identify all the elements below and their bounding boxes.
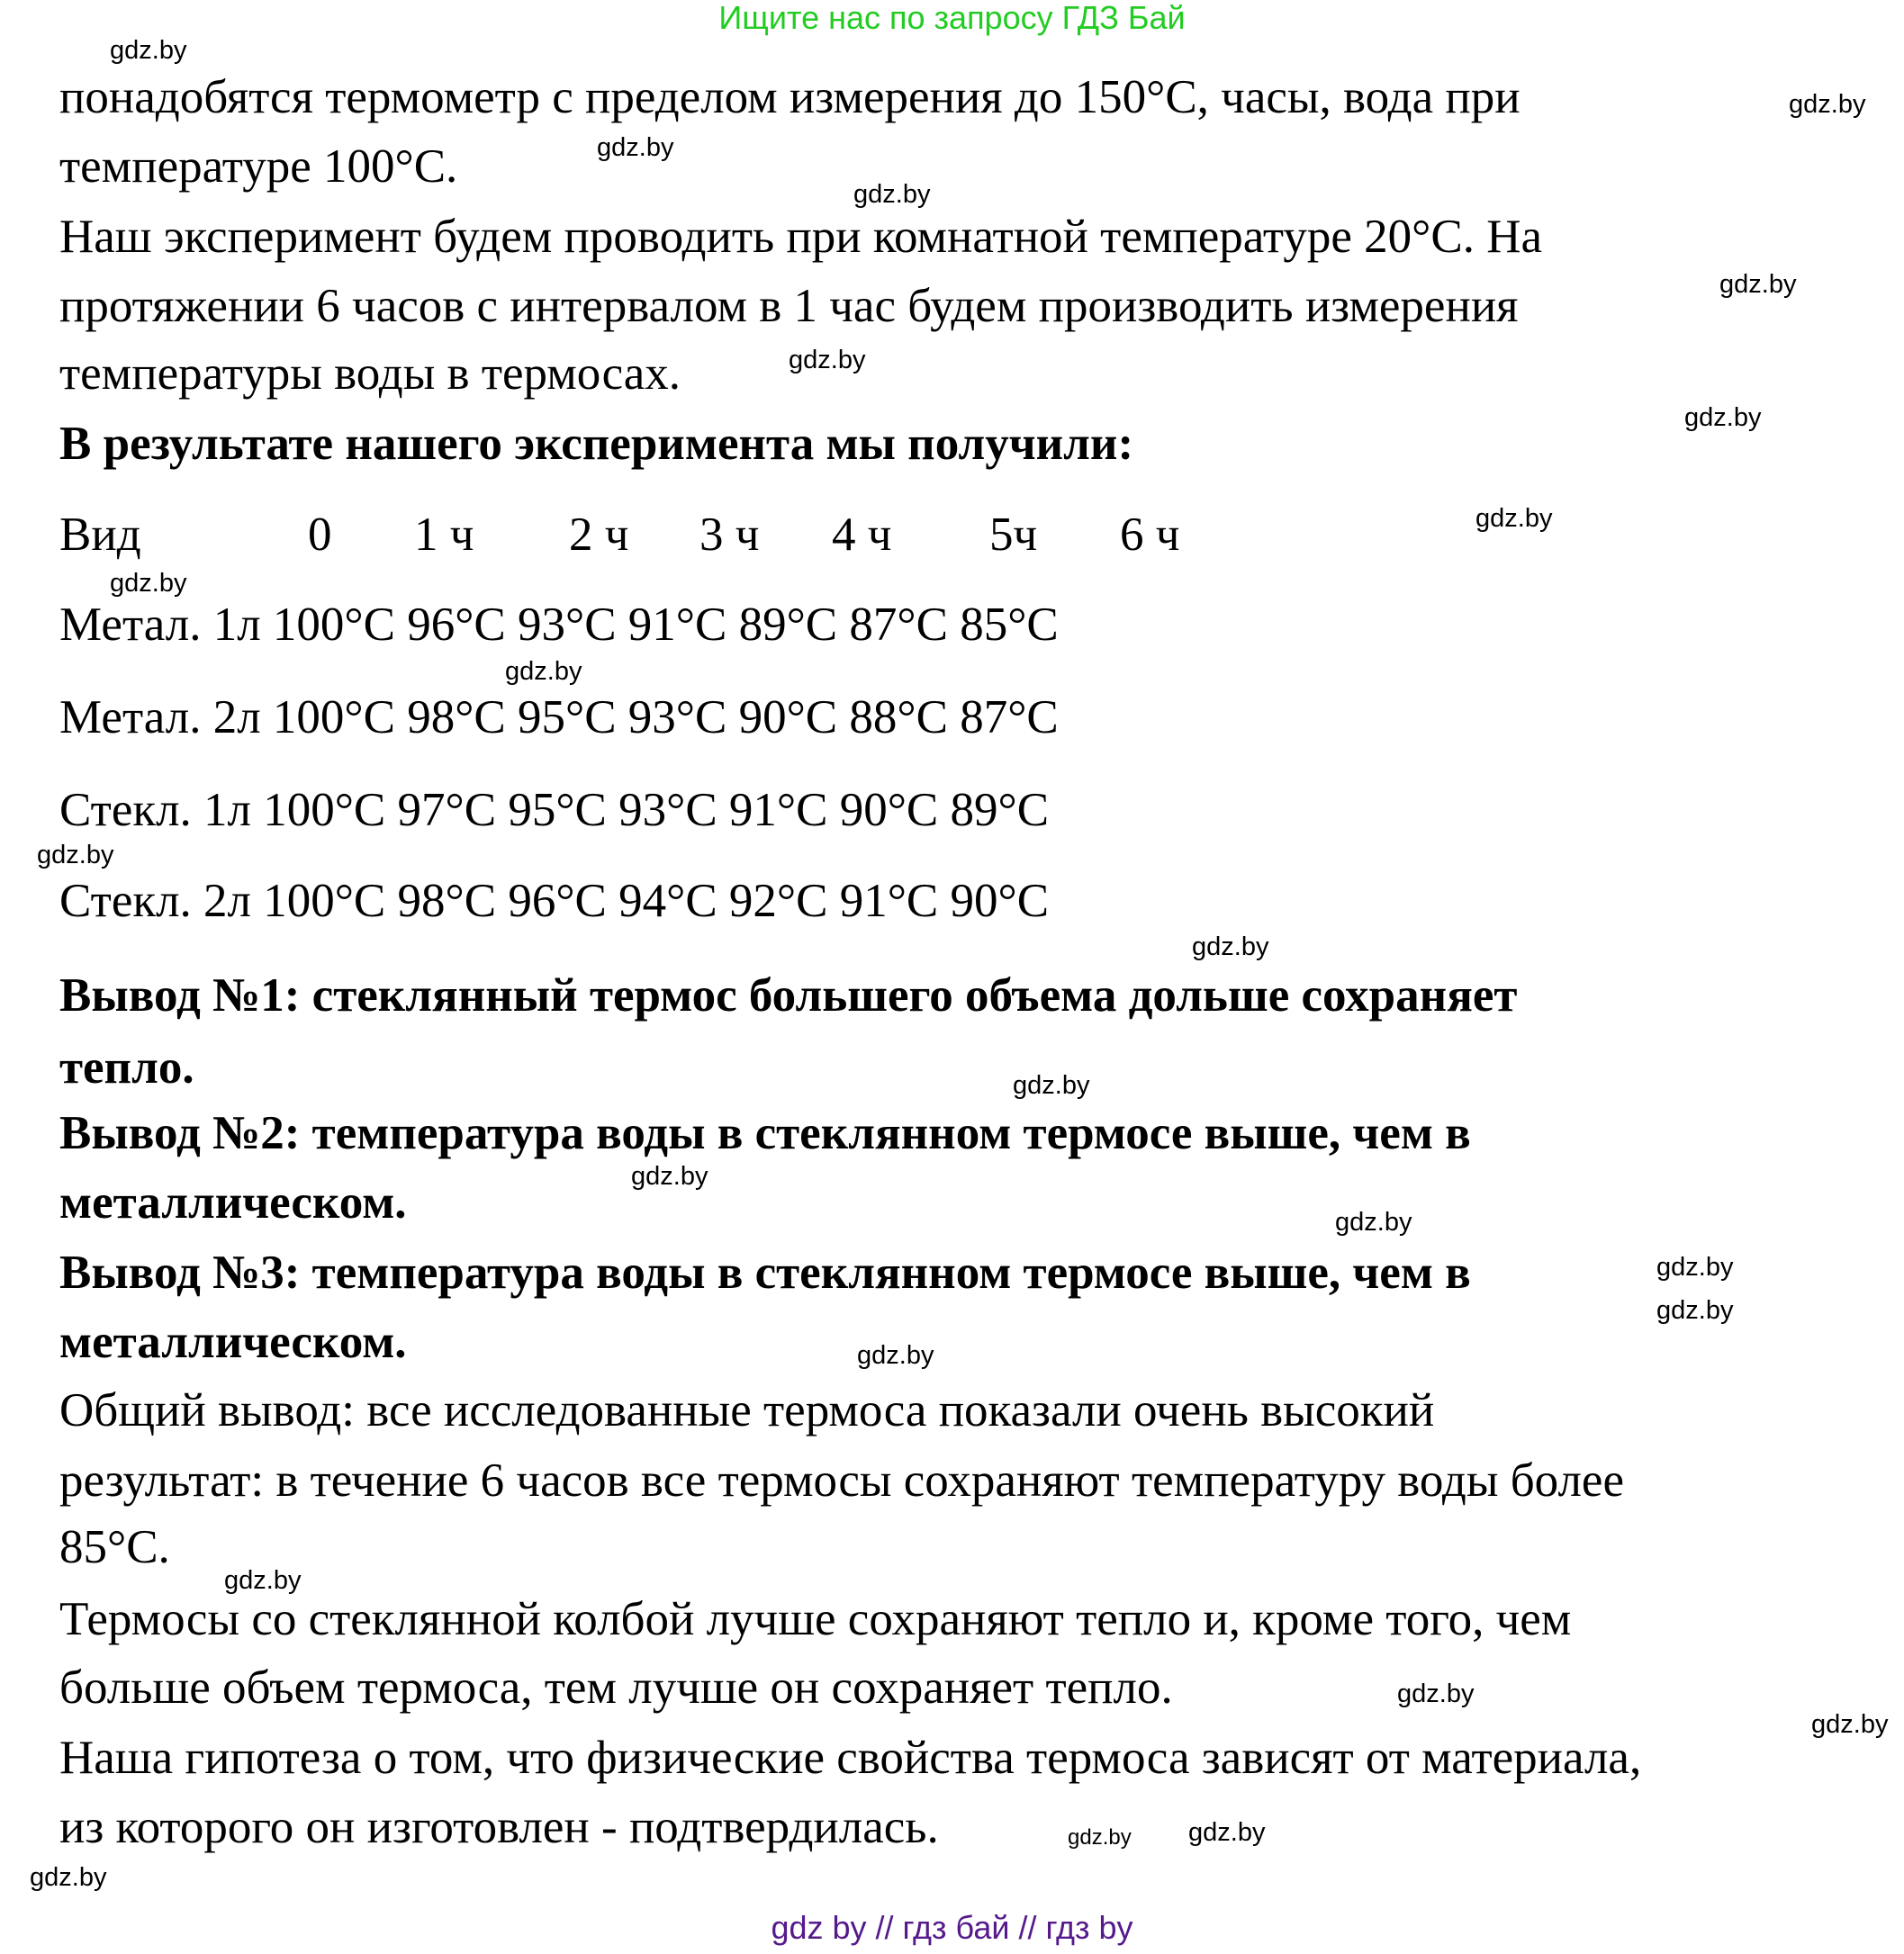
conclusion-1: тепло. (59, 1041, 194, 1094)
temperature-cell: 91°С (627, 599, 727, 651)
watermark: gdz.by (1013, 1071, 1090, 1100)
general-conclusion: 85°С. (59, 1521, 170, 1573)
hypothesis: из которого он изготовлен - подтвердилась. (59, 1801, 939, 1853)
temperature-cell: 96°С (508, 875, 607, 927)
temperature-cell: 90°С (738, 691, 838, 743)
temperature-cell: 85°С (960, 599, 1059, 651)
temperature-cell: 95°С (508, 784, 607, 836)
temperature-cell: 91°С (728, 784, 828, 836)
temperature-cell: 100°С (272, 599, 395, 651)
conclusion-3: Вывод №3: температура воды в стеклянном термосе выше, чем в (59, 1247, 1471, 1299)
header-cell: 5ч (989, 509, 1038, 561)
temperature-cell: 91°С (839, 875, 939, 927)
watermark: gdz.by (110, 36, 187, 65)
watermark: gdz.by (1684, 403, 1762, 432)
table-header (59, 508, 1320, 562)
row-label: Стекл. 1л (59, 784, 251, 836)
temperature-cell: 92°С (728, 875, 828, 927)
temperature-cell: 100°С (272, 691, 395, 743)
header-cell: 3 ч (699, 509, 760, 561)
temperature-cell: 87°С (849, 599, 948, 651)
watermark: gdz.by (30, 1863, 107, 1892)
table-row (59, 598, 1059, 652)
watermark: gdz.by (1811, 1710, 1889, 1739)
table-row (59, 783, 1049, 837)
hypothesis: Наша гипотеза о том, что физические свойства термоса зависят от материала, (59, 1732, 1642, 1784)
watermark: gdz.by (631, 1162, 708, 1191)
temperature-cell: 100°С (263, 784, 386, 836)
watermark: gdz.by (1789, 90, 1866, 119)
watermark: gdz.by (1397, 1679, 1475, 1708)
temperature-cell: 90°С (950, 875, 1050, 927)
temperature-cell: 96°С (407, 599, 506, 651)
text-line: Термосы со стеклянной колбой лучше сохраняют тепло и, кроме того, чем (59, 1593, 1572, 1645)
temperature-cell: 95°С (518, 691, 617, 743)
watermark: gdz.by (1068, 1825, 1132, 1850)
watermark: gdz.by (853, 180, 931, 209)
conclusion-3: металлическом. (59, 1316, 407, 1368)
conclusion-2: Вывод №2: температура воды в стеклянном термосе выше, чем в (59, 1107, 1471, 1159)
watermark: gdz.by (1192, 932, 1269, 961)
header-cell: 4 ч (832, 509, 892, 561)
text-line: понадобятся термометр с пределом измерения до 150°С, часы, вода при (59, 71, 1520, 123)
temperature-cell: 94°С (618, 875, 717, 927)
watermark: gdz.by (224, 1566, 302, 1595)
header-cell: 1 ч (414, 509, 474, 561)
search-banner[interactable]: Ищите нас по запросу ГДЗ Бай (718, 0, 1186, 36)
text-line: больше объем термоса, тем лучше он сохраняет тепло. (59, 1661, 1173, 1714)
watermark: gdz.by (505, 657, 582, 686)
watermark: gdz.by (1475, 504, 1553, 533)
watermark: gdz.by (1656, 1253, 1734, 1282)
general-conclusion: результат: в течение 6 часов все термосы сохраняют температуру воды более (59, 1454, 1624, 1507)
temperature-cell: 90°С (839, 784, 939, 836)
table-row (59, 874, 1049, 928)
watermark: gdz.by (1719, 270, 1797, 299)
text-line: температуры воды в термосах. (59, 347, 681, 400)
watermark: gdz.by (1656, 1296, 1734, 1325)
watermark: gdz.by (789, 346, 866, 374)
general-conclusion: Общий вывод: все исследованные термоса показали очень высокий (59, 1384, 1435, 1436)
temperature-cell: 93°С (627, 691, 727, 743)
conclusion-1: Вывод №1: стеклянный термос большего объема дольше сохраняет (59, 969, 1518, 1022)
temperature-cell: 88°С (849, 691, 948, 743)
text-line: температуре 100°С. (59, 140, 458, 193)
header-cell: 2 ч (569, 509, 629, 561)
row-label: Стекл. 2л (59, 875, 251, 927)
temperature-cell: 93°С (518, 599, 617, 651)
watermark: gdz.by (1188, 1818, 1266, 1847)
watermark: gdz.by (37, 841, 114, 869)
table-row (59, 690, 1059, 744)
watermark: gdz.by (597, 133, 674, 162)
header-cell: Вид (59, 509, 141, 561)
temperature-cell: 98°С (407, 691, 506, 743)
footer-links[interactable]: gdz by // гдз бай // гдз by (771, 1909, 1133, 1946)
header-cell: 6 ч (1120, 509, 1180, 561)
text-line: протяжении 6 часов с интервалом в 1 час будем производить измерения (59, 280, 1519, 332)
temperature-cell: 97°С (397, 784, 497, 836)
results-heading: В результате нашего эксперимента мы получили: (59, 418, 1134, 470)
temperature-cell: 89°С (738, 599, 838, 651)
temperature-cell: 89°С (950, 784, 1050, 836)
temperature-cell: 93°С (618, 784, 717, 836)
watermark: gdz.by (110, 569, 187, 598)
row-label: Метал. 2л (59, 691, 261, 743)
temperature-cell: 98°С (397, 875, 497, 927)
header-cell: 0 (308, 509, 332, 561)
watermark: gdz.by (857, 1341, 934, 1370)
text-line: Наш эксперимент будем проводить при комнатной температуре 20°С. На (59, 211, 1543, 263)
temperature-cell: 87°С (960, 691, 1059, 743)
watermark: gdz.by (1335, 1208, 1412, 1237)
conclusion-2: металлическом. (59, 1176, 407, 1229)
row-label: Метал. 1л (59, 599, 261, 651)
temperature-cell: 100°С (263, 875, 386, 927)
